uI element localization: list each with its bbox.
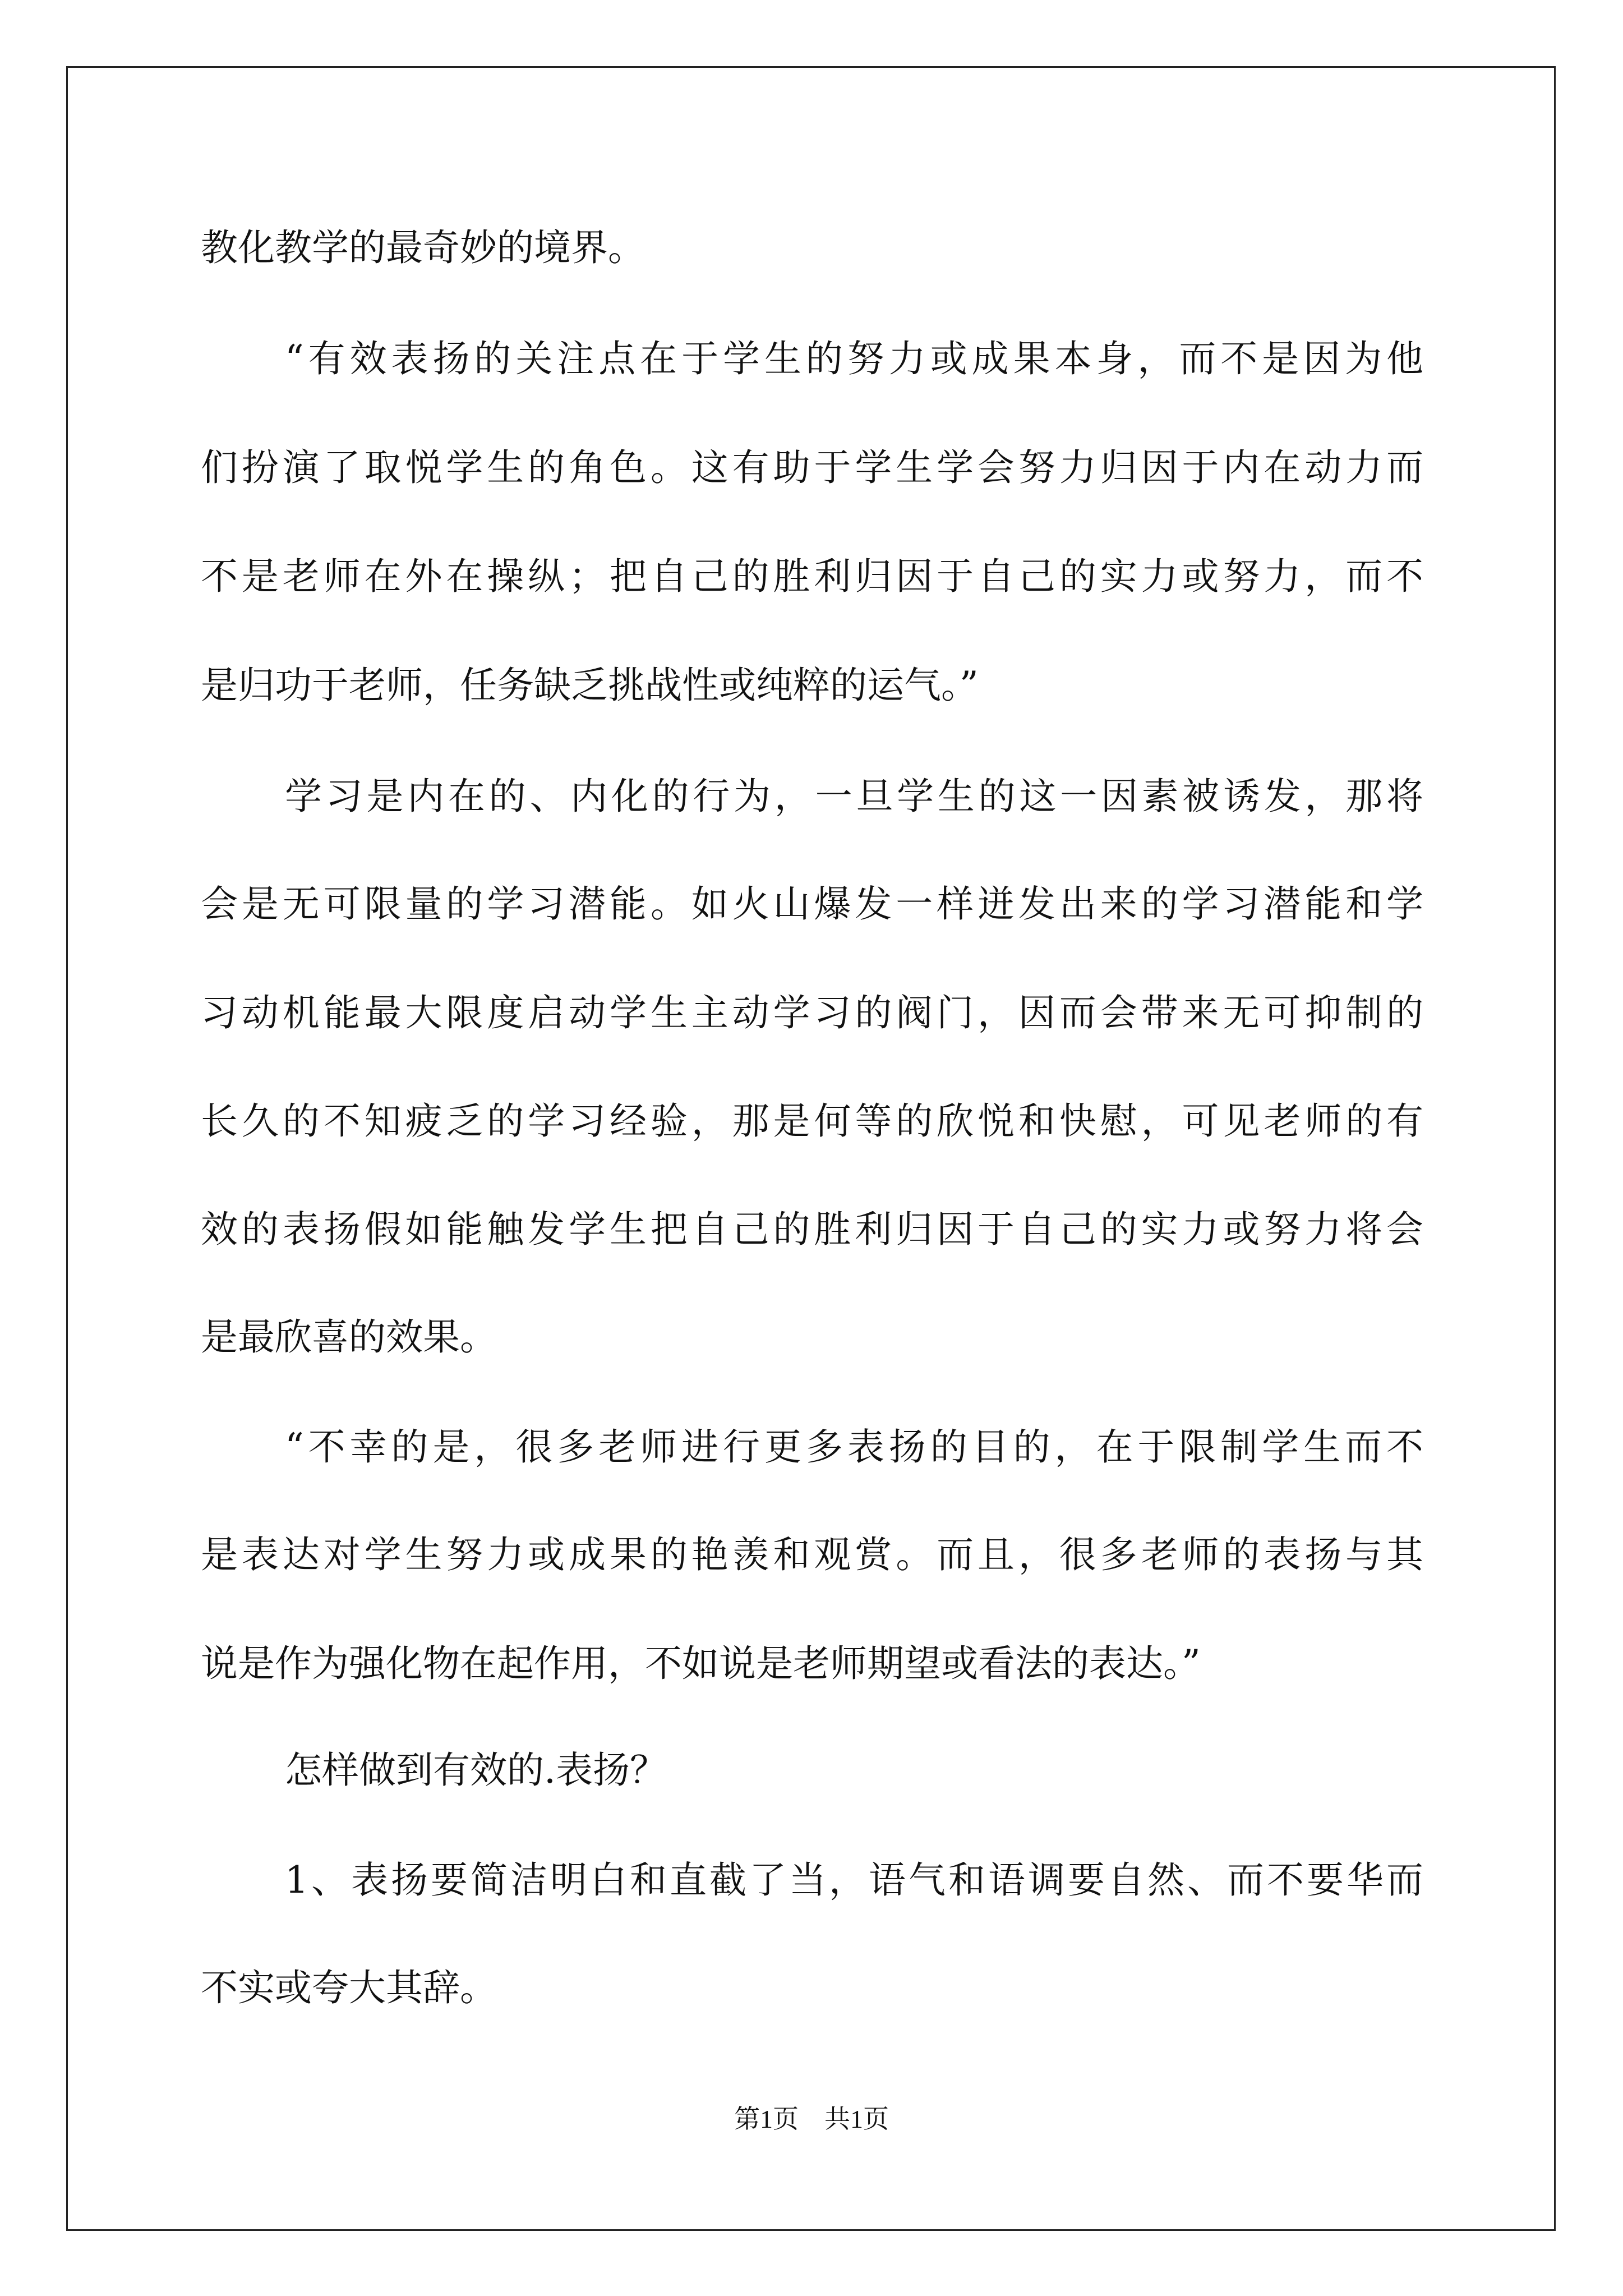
text-line: 教化教学的最奇妙的境界。 xyxy=(201,226,645,269)
text-line: 不实或夸大其辞。 xyxy=(201,1966,497,2009)
page-footer xyxy=(0,2102,1623,2136)
text-line: 们扮演了取悦学生的角色。这有助于学生学会努力归因于内在动力而 xyxy=(201,446,1423,489)
text-line: 长久的不知疲乏的学习经验，那是何等的欣悦和快慰，可见老师的有 xyxy=(201,1099,1423,1143)
text-line: 是最欣喜的效果。 xyxy=(201,1315,497,1359)
text-line: “不幸的是，很多老师进行更多表扬的目的，在于限制学生而不 xyxy=(285,1425,1423,1469)
page-number: 第1页 xyxy=(734,2105,799,2133)
text-line: 怎样做到有效的.表扬？ xyxy=(285,1749,667,1792)
text-line: “有效表扬的关注点在于学生的努力或成果本身，而不是因为他 xyxy=(285,337,1423,380)
text-line: 是归功于老师，任务缺乏挑战性或纯粹的运气。” xyxy=(201,664,979,707)
page-border xyxy=(66,66,1556,2231)
text-line: 会是无可限量的学习潜能。如火山爆发一样迸发出来的学习潜能和学 xyxy=(201,882,1423,926)
text-line: 是表达对学生努力或成果的艳羡和观赏。而且，很多老师的表扬与其 xyxy=(201,1533,1423,1576)
text-line: 说是作为强化物在起作用，不如说是老师期望或看法的表达。” xyxy=(201,1642,1201,1685)
text-line: 1、表扬要简洁明白和直截了当，语气和语调要自然、而不要华而 xyxy=(285,1858,1423,1902)
text-line: 效的表扬假如能触发学生把自己的胜利归因于自己的实力或努力将会 xyxy=(201,1208,1423,1251)
text-line: 不是老师在外在操纵；把自己的胜利归因于自己的实力或努力，而不 xyxy=(201,555,1423,598)
text-line: 习动机能最大限度启动学生主动学习的阀门，因而会带来无可抑制的 xyxy=(201,991,1423,1034)
text-line: 学习是内在的、内化的行为，一旦学生的这一因素被诱发，那将 xyxy=(285,775,1423,818)
total-pages: 共1页 xyxy=(824,2105,889,2133)
